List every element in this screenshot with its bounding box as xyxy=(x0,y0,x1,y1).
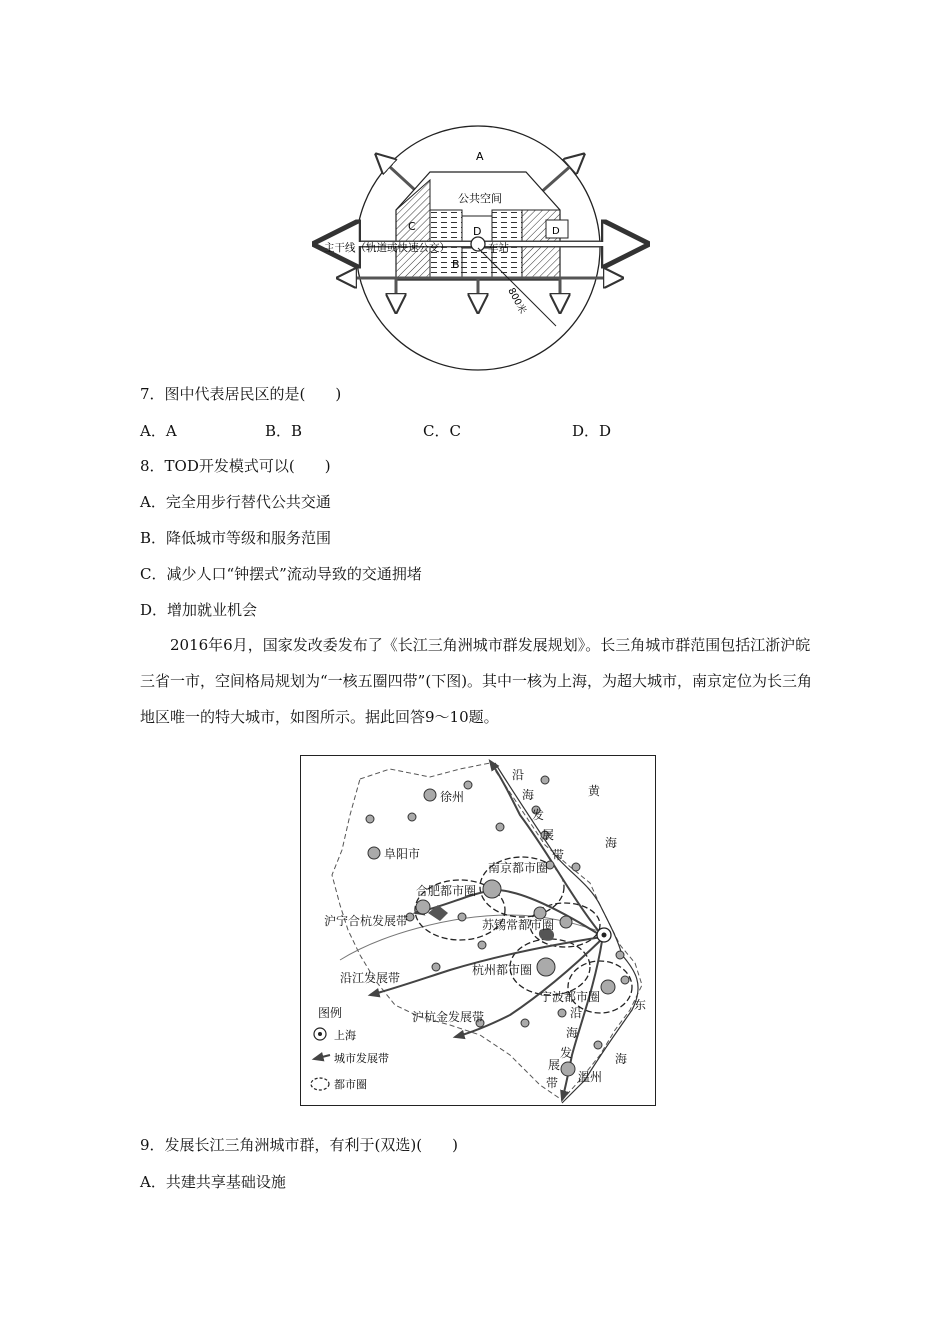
label-hangzhou-circle: 杭州都市圈 xyxy=(472,963,533,977)
yrd-map xyxy=(300,755,656,1106)
passage-text: 2016年6月，国家发改委发布了《长江三角洲城市群发展规划》。长三角城市群范围包括江浙沪皖三省一市，空间格局规划为“一核五圈四带”(下图)。其中一核为上海，为超大城市，南京定位为长三角地区唯一的特大城市，如图所示。据此回答9～10题。 xyxy=(140,636,813,726)
coast-belt-north xyxy=(490,761,600,933)
coast-belt-n-char-5: 带 xyxy=(552,848,565,862)
sea-east-char-1: 东 xyxy=(634,998,647,1012)
q8-option-a: A．完全用步行替代公共交通 xyxy=(140,493,331,511)
city-hefei xyxy=(416,900,430,914)
legend-shanghai-label: 上海 xyxy=(334,1029,356,1042)
label-hhj-belt: 沪杭金发展带 xyxy=(412,1010,485,1024)
city-ningbo xyxy=(601,980,615,994)
q8-option-b: B．降低城市等级和服务范围 xyxy=(140,529,332,547)
legend-circle-label: 都市圈 xyxy=(334,1078,367,1091)
label-river-belt: 沿江发展带 xyxy=(340,971,401,985)
station-dot xyxy=(471,237,485,251)
label-d-right: D xyxy=(552,226,560,237)
city-suzhou xyxy=(560,916,572,928)
q7-option-c: C．C xyxy=(423,422,461,440)
q9-option-a: A．共建共享基础设施 xyxy=(140,1173,286,1191)
coast-belt-n-char-4: 展 xyxy=(542,828,555,842)
coast-belt-n-char-3: 发 xyxy=(532,808,545,822)
label-public-space: 公共空间 xyxy=(458,192,502,205)
legend-belt-label: 城市发展带 xyxy=(334,1052,389,1065)
coast-belt-s-char-1: 沿 xyxy=(570,1006,583,1020)
sea-yellow-char-2: 海 xyxy=(605,836,618,850)
legend-title: 图例 xyxy=(318,1006,343,1020)
question-8-stem: 8．TOD开发模式可以( ) xyxy=(140,457,331,475)
sea-east-char-2: 海 xyxy=(615,1052,628,1066)
q7-option-d: D．D xyxy=(572,422,612,440)
q7-option-b: B．B xyxy=(265,422,303,440)
label-station: 车站 xyxy=(488,242,509,254)
sea-yellow-char-1: 黄 xyxy=(588,784,601,798)
q8-option-d: D．增加就业机会 xyxy=(140,601,258,619)
question-9-stem: 9．发展长江三角洲城市群，有利于(双选)( ) xyxy=(140,1136,458,1154)
coast-belt-s-char-4: 展 xyxy=(548,1058,561,1072)
question-7-stem: 7．图中代表居民区的是( ) xyxy=(140,385,342,403)
legend-circle-icon xyxy=(311,1078,329,1090)
label-xuzhou: 徐州 xyxy=(440,790,465,804)
city-xuzhou xyxy=(424,789,436,801)
q8-option-c: C．减少人口“钟摆式”流动导致的交通拥堵 xyxy=(140,565,422,583)
chaohu-lake xyxy=(428,905,448,921)
legend-belt-icon xyxy=(314,1055,330,1059)
label-c: C xyxy=(408,220,416,233)
label-radius: 800米 xyxy=(505,286,529,316)
coast-belt-n-char-2: 海 xyxy=(522,788,535,802)
city-hangzhou xyxy=(537,958,555,976)
label-b: B xyxy=(452,258,460,271)
city-fuyang xyxy=(368,847,380,859)
label-fuyang: 阜阳市 xyxy=(384,847,421,861)
tod-diagram xyxy=(300,120,660,380)
coast-belt-s-char-3: 发 xyxy=(560,1046,573,1060)
label-a: A xyxy=(476,150,484,163)
label-trunk-line: 主干线（轨道或快速公交） xyxy=(324,242,450,254)
label-wenzhou: 温州 xyxy=(578,1070,603,1084)
coast-belt-s-char-5: 带 xyxy=(546,1076,559,1090)
coast-belt-n-char-1: 沿 xyxy=(512,768,525,782)
city-wenzhou xyxy=(561,1062,575,1076)
label-nanjing-circle: 南京都市圈 xyxy=(488,861,549,875)
label-d-center: D xyxy=(473,225,482,238)
label-hefei-circle: 合肥都市圈 xyxy=(416,884,477,898)
city-nanjing xyxy=(483,880,501,898)
coast-belt-s-char-2: 海 xyxy=(566,1026,579,1040)
label-ningbo-circle: 宁波都市圈 xyxy=(540,990,601,1004)
label-sxc-circle: 苏锡常都市圈 xyxy=(482,918,555,932)
label-hnhh-belt: 沪宁合杭发展带 xyxy=(324,914,409,928)
q7-option-a: A．A xyxy=(140,422,177,440)
